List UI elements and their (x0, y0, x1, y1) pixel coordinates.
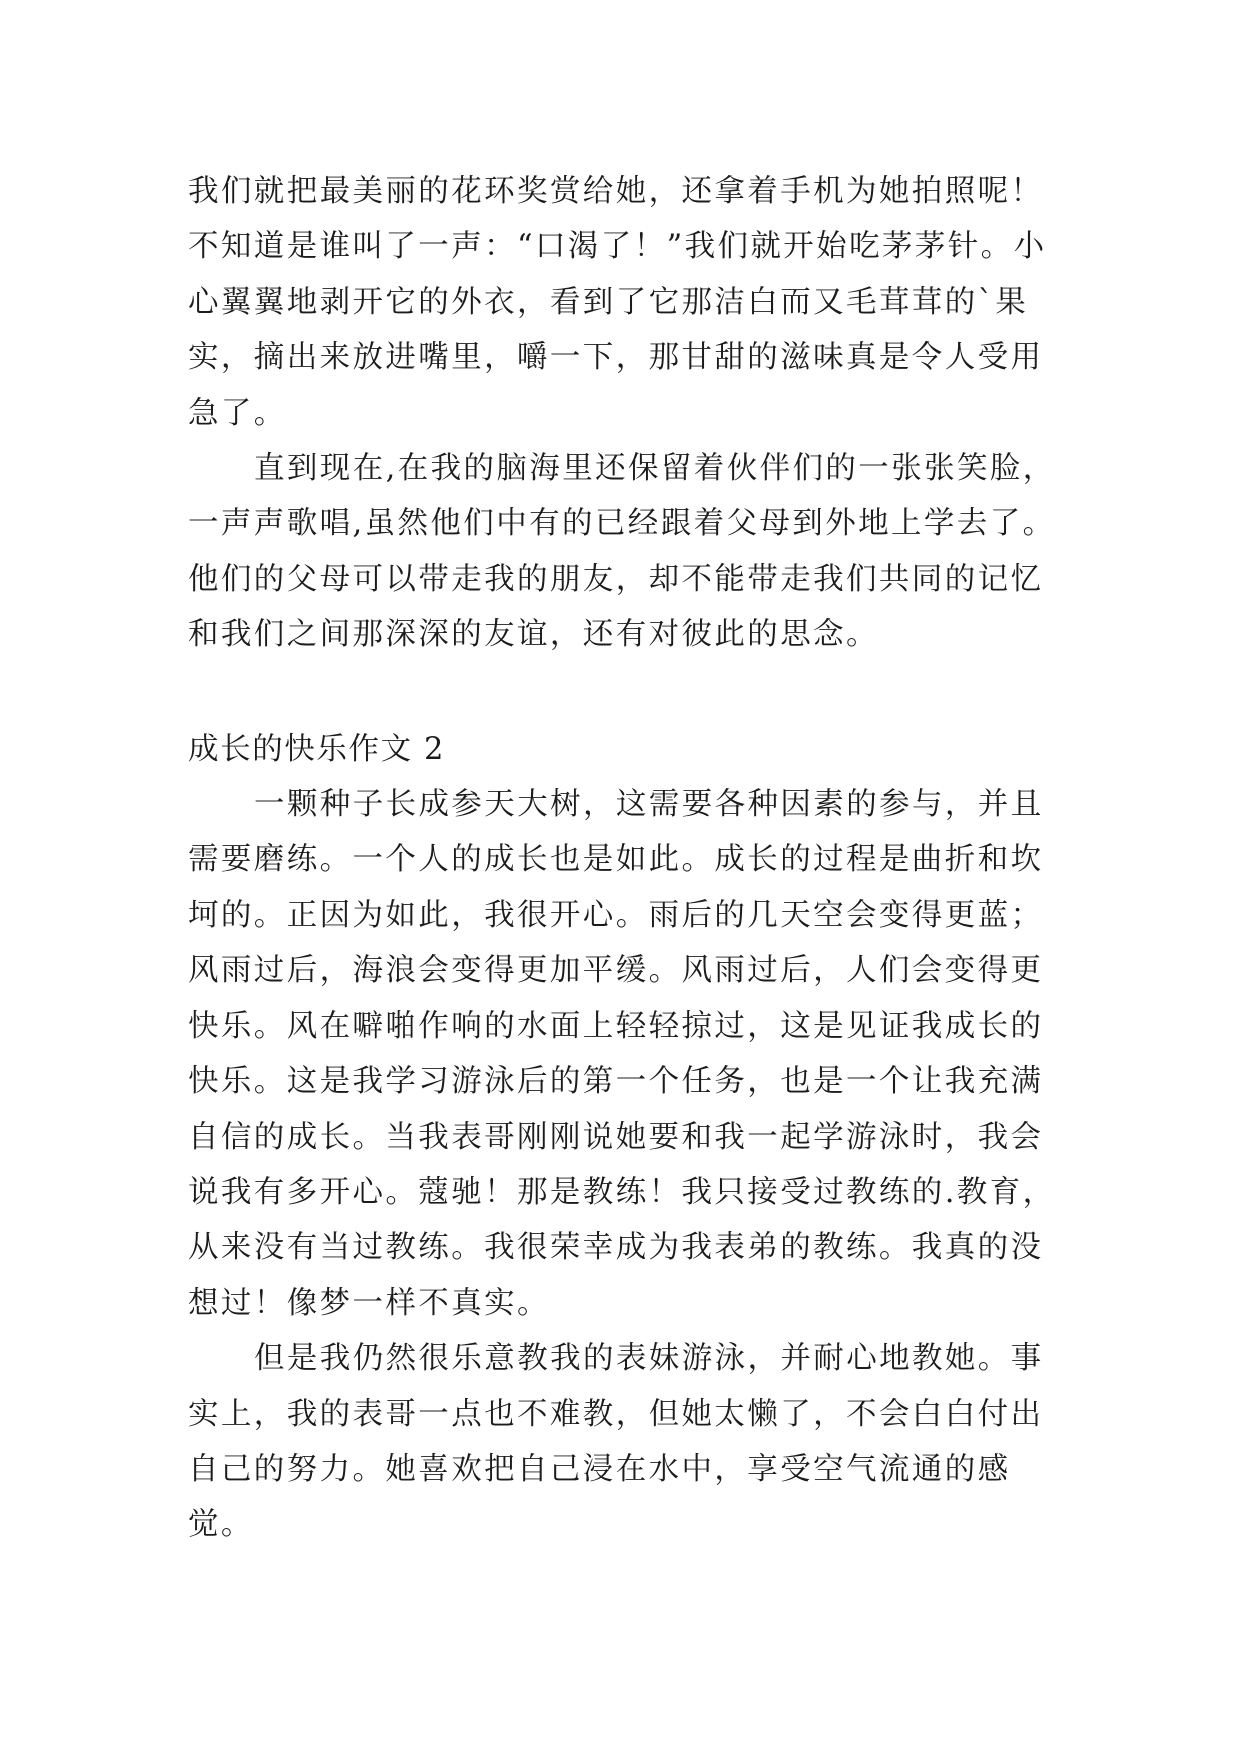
essay-heading: 成长的快乐作文 2 (188, 731, 445, 767)
paragraph: 我们就把最美丽的花环奖赏给她，还拿着手机为她拍照呢！不知道是谁叫了一声：“口渴了！”我们就开始吃茅茅针。小心翼翼地剥开它的外衣，看到了它那洁白而又毛茸茸的`果实，摘出来放进嘴里，嚼一下，那甘甜的滋味真是令人受用急了。 (188, 174, 1047, 431)
paragraph: 一颗种子长成参天大树，这需要各种因素的参与，并且需要磨练。一个人的成长也是如此。成长的过程是曲折和坎坷的。正因为如此，我很开心。雨后的几天空会变得更蓝；风雨过后，海浪会变得更加平缓。风雨过后，人们会变得更快乐。风在噼啪作响的水面上轻轻掠过，这是见证我成长的快乐。这是我学习游泳后的第一个任务，也是一个让我充满自信的成长。当我表哥刚刚说她要和我一起学游泳时，我会说我有多开心。蔻驰！那是教练！我只接受过教练的.教育，从来没有当过教练。我很荣幸成为我表弟的教练。我真的没想过！像梦一样不真实。 (188, 787, 1056, 1321)
paragraph: 直到现在,在我的脑海里还保留着伙伴们的一张张笑脸，一声声歌唱,虽然他们中有的已经跟着父母到外地上学去了。他们的父母可以带走我的朋友，却不能带走我们共同的记忆和我们之间那深深的友谊，还有对彼此的思念。 (188, 451, 1056, 653)
paragraph: 但是我仍然很乐意教我的表妹游泳，并耐心地教她。事实上，我的表哥一点也不难教，但她太懒了，不会白白付出自己的努力。她喜欢把自己浸在水中，享受空气流通的感觉。 (188, 1341, 1044, 1543)
section-gap (188, 663, 1068, 722)
document-body (188, 164, 1068, 1553)
